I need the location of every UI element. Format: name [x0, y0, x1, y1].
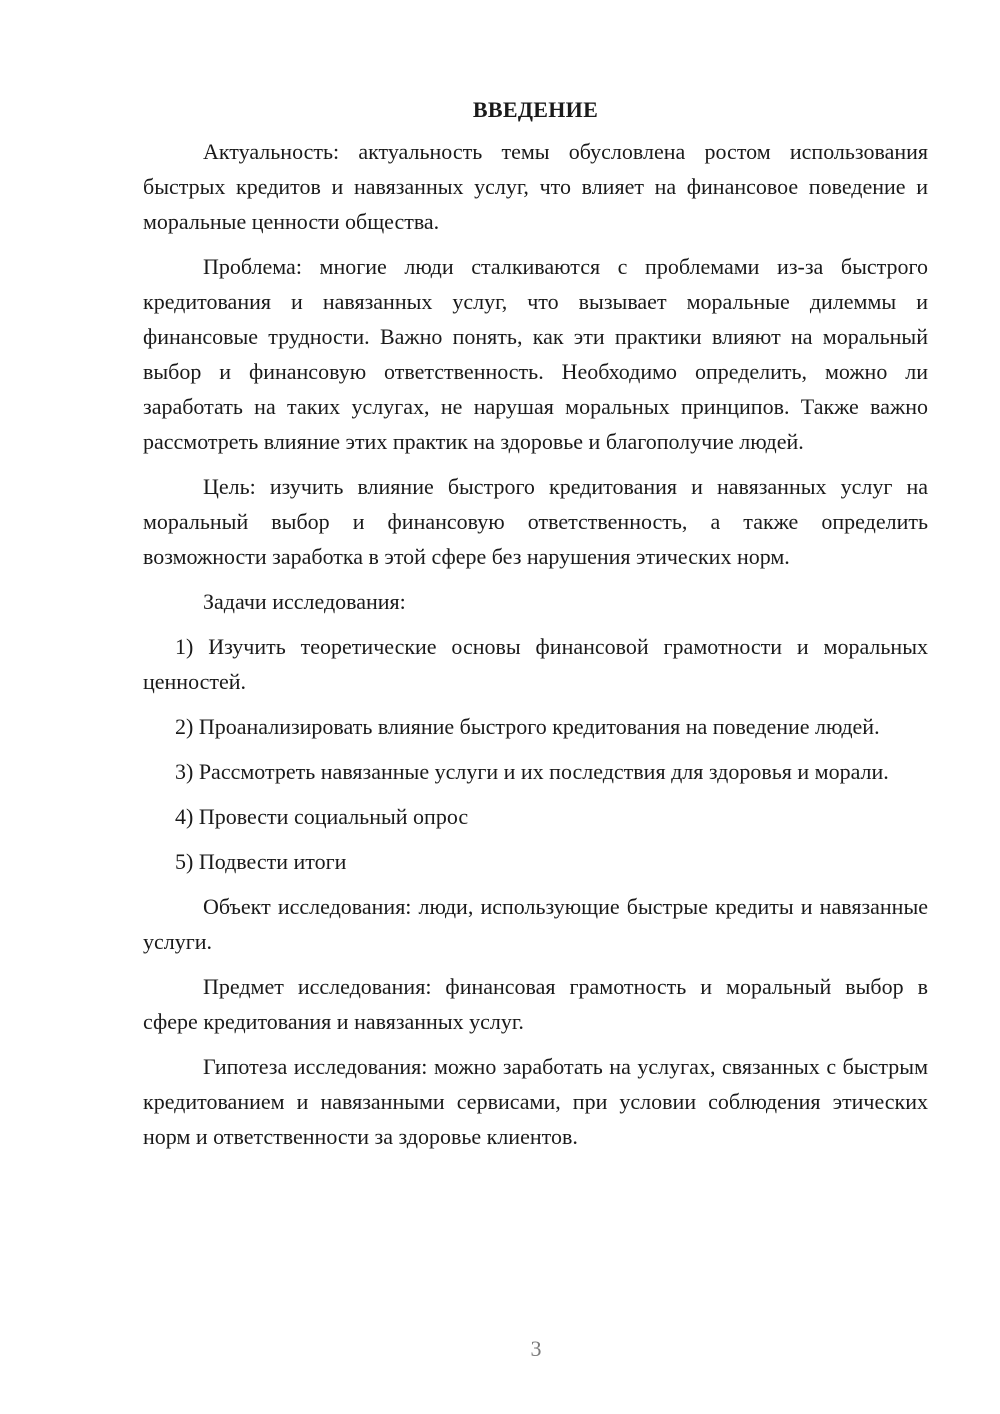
paragraph-tasks-heading: Задачи исследования:	[203, 589, 406, 614]
paragraph-goal: Цель: изучить влияние быстрого кредитования и навязанных услуг на моральный выбор и финансовую ответственность, а также определить возможности заработка в этой сфере без нарушения этических норм.	[143, 474, 928, 569]
paragraph-subject: Предмет исследования: финансовая грамотность и моральный выбор в сфере кредитования и навязанных услуг.	[143, 974, 928, 1034]
page-number: 3	[530, 1336, 542, 1361]
task-item-5: 5) Подвести итоги	[175, 849, 347, 874]
section-title: ВВЕДЕНИЕ	[472, 97, 599, 122]
task-item-2: 2) Проанализировать влияние быстрого кредитования на поведение людей.	[175, 714, 880, 739]
task-item-4: 4) Провести социальный опрос	[175, 804, 469, 829]
task-item-3: 3) Рассмотреть навязанные услуги и их последствия для здоровья и морали.	[175, 759, 889, 784]
paragraph-hypothesis: Гипотеза исследования: можно заработать на услугах, связанных с быстрым кредитованием и навязанными сервисами, при условии соблюдения этических норм и ответственности за здоровье клиентов.	[143, 1054, 928, 1149]
paragraph-object: Объект исследования: люди, использующие быстрые кредиты и навязанные услуги.	[143, 894, 928, 954]
task-item-1: 1) Изучить теоретические основы финансовой грамотности и моральных ценностей.	[143, 634, 928, 694]
paragraph-problem: Проблема: многие люди сталкиваются с проблемами из-за быстрого кредитования и навязанных услуг, что вызывает моральные дилеммы и финансовые трудности. Важно понять, как эти практики влияют на моральный выбор и финансовую ответственность. Необходимо определить, можно ли заработать на таких услугах, не нарушая моральных принципов. Также важно рассмотреть влияние этих практик на здоровье и благополучие людей.	[143, 254, 928, 454]
paragraph-relevance: Актуальность: актуальность темы обусловлена ростом использования быстрых кредитов и навязанных услуг, что влияет на финансовое поведение и моральные ценности общества.	[143, 139, 928, 234]
